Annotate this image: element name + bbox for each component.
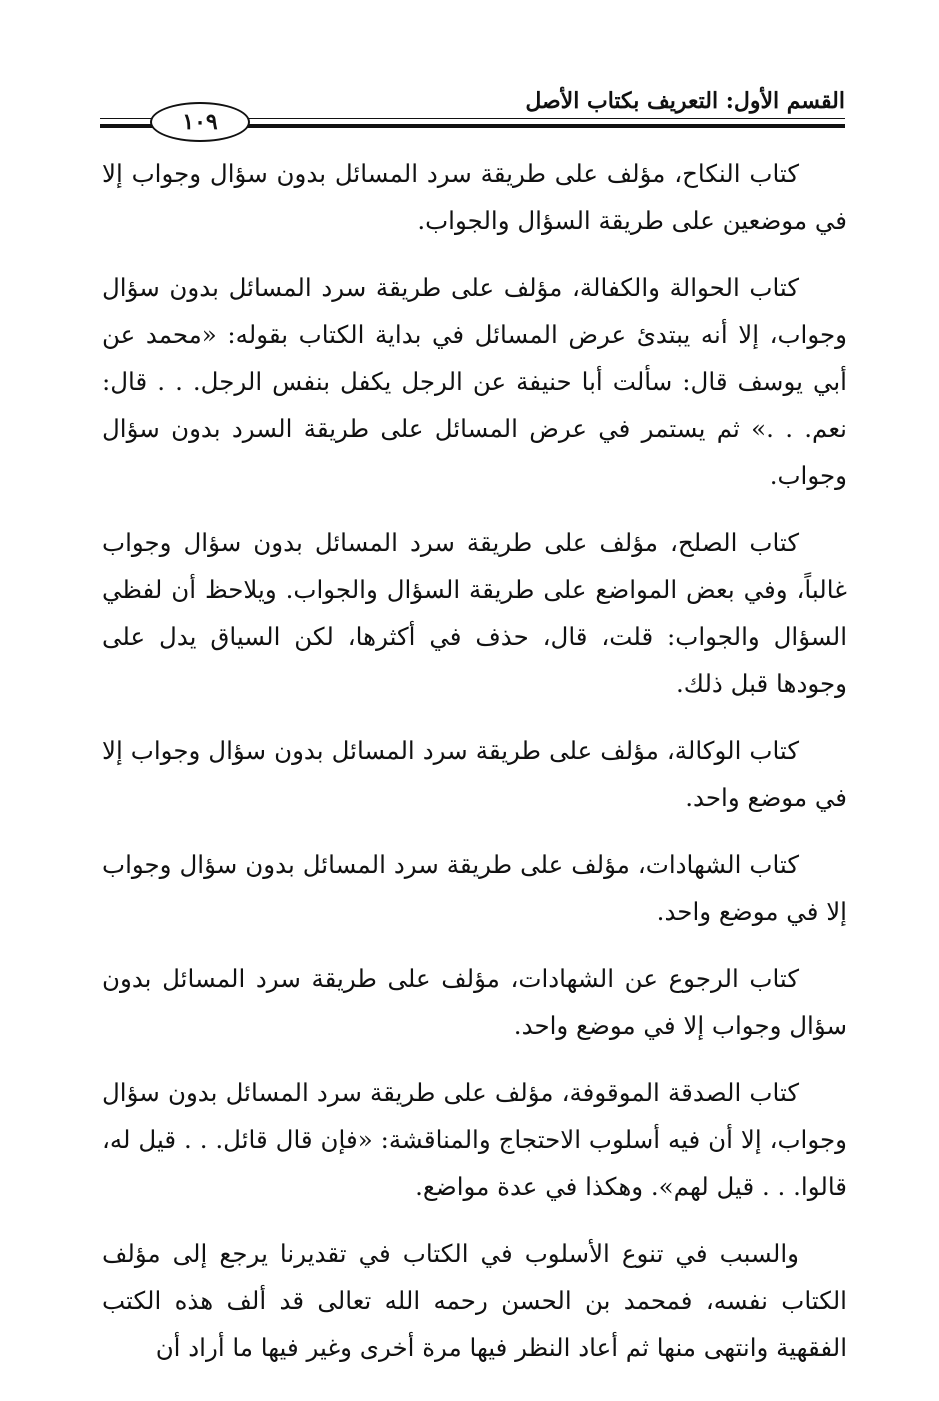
paragraph-rujoo: كتاب الرجوع عن الشهادات، مؤلف على طريقة سرد المسائل بدون سؤال وجواب إلا في موضع واحد. bbox=[102, 964, 847, 1040]
running-head: القسم الأول: التعريف بكتاب الأصل bbox=[525, 88, 845, 114]
page-number: ١٠٩ bbox=[150, 102, 250, 142]
paragraph-wakala: كتاب الوكالة، مؤلف على طريقة سرد المسائل بدون سؤال وجواب إلا في موضع واحد. bbox=[102, 736, 847, 812]
paragraph-hawala: كتاب الحوالة والكفالة، مؤلف على طريقة سرد المسائل بدون سؤال وجواب، إلا أنه يبتدئ عرض المسائل في بداية الكتاب بقوله: «محمد عن أبي يوسف قال: سألت أبا حنيفة عن الرجل يكفل بنفس الرجل. . . قال: نعم. . .» ثم يستمر في عرض المسائل على طريقة السرد بدون سؤال وجواب. bbox=[102, 273, 847, 490]
page-header bbox=[100, 78, 845, 140]
paragraph-sulh: كتاب الصلح، مؤلف على طريقة سرد المسائل بدون سؤال وجواب غالباً، وفي بعض المواضع على طريقة السؤال والجواب. ويلاحظ أن لفظي السؤال والجواب: قلت، قال، حذف في أكثرها، لكن السياق يدل على وجودها قبل ذلك. bbox=[102, 528, 847, 698]
paragraph-sadaqa: كتاب الصدقة الموقوفة، مؤلف على طريقة سرد المسائل بدون سؤال وجواب، إلا أن فيه أسلوب الاحتجاج والمناقشة: «فإن قال قائل. . . قيل له، قالوا. . . قيل لهم». وهكذا في عدة مواضع. bbox=[102, 1078, 847, 1201]
paragraph-shahadat: كتاب الشهادات، مؤلف على طريقة سرد المسائل بدون سؤال وجواب إلا في موضع واحد. bbox=[102, 850, 847, 926]
paragraph-nikah: كتاب النكاح، مؤلف على طريقة سرد المسائل بدون سؤال وجواب إلا في موضعين على طريقة السؤال والجواب. bbox=[102, 159, 847, 235]
page-body bbox=[102, 150, 847, 1391]
paragraph-reason: والسبب في تنوع الأسلوب في الكتاب في تقديرنا يرجع إلى مؤلف الكتاب نفسه، فمحمد بن الحسن رحمه الله تعالى قد ألف هذه الكتب الفقهية وانتهى منها ثم أعاد النظر فيها مرة أخرى وغير فيها ما أراد أن bbox=[102, 1239, 847, 1362]
